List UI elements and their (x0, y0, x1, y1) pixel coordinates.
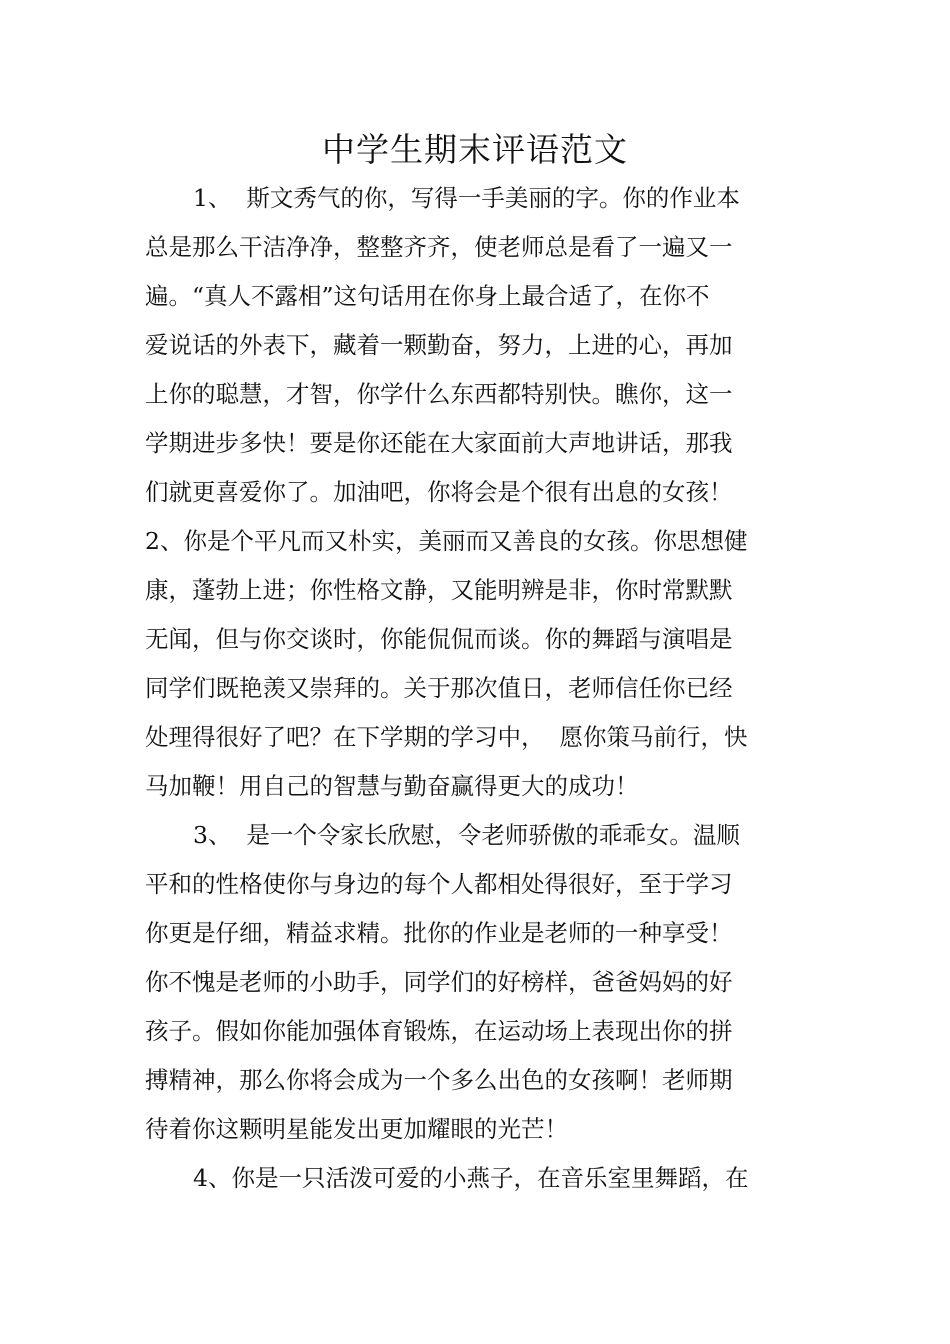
document-body (145, 174, 810, 1203)
text-line: 2、你是个平凡而又朴实，美丽而又善良的女孩。你思想健 (145, 527, 748, 555)
text-line: 待着你这颗明星能发出更加耀眼的光芒！ (145, 1115, 568, 1143)
text-line: 同学们既艳羡又崇拜的。关于那次值日，老师信任你已经 (145, 674, 733, 702)
text-line: 康，蓬勃上进；你性格文静，又能明辨是非，你时常默默 (145, 576, 733, 604)
document-title: 中学生期末评语范文 (322, 130, 628, 169)
text-line: 马加鞭！用自己的智慧与勤奋赢得更大的成功！ (145, 772, 639, 800)
text-line: 遍。“真人不露相”这句话用在你身上最合适了，在你不 (145, 282, 710, 310)
text-line: 你更是仔细，精益求精。批你的作业是老师的一种享受！ (145, 919, 733, 947)
text-line: 1、 斯文秀气的你，写得一手美丽的字。你的作业本 (193, 184, 740, 212)
text-line: 平和的性格使你与身边的每个人都相处得很好，至于学习 (145, 870, 733, 898)
text-line: 处理得很好了吧？在下学期的学习中， 愿你策马前行，快 (145, 723, 748, 751)
text-line: 4、你是一只活泼可爱的小燕子，在音乐室里舞蹈，在 (193, 1164, 749, 1192)
text-line: 无闻，但与你交谈时，你能侃侃而谈。你的舞蹈与演唱是 (145, 625, 733, 653)
text-line: 3、 是一个令家长欣慰，令老师骄傲的乖乖女。温顺 (193, 821, 740, 849)
text-line: 们就更喜爱你了。加油吧，你将会是个很有出息的女孩！ (145, 478, 733, 506)
text-line: 你不愧是老师的小助手，同学们的好榜样，爸爸妈妈的好 (145, 968, 733, 996)
text-line: 搏精神，那么你将会成为一个多么出色的女孩啊！老师期 (145, 1066, 733, 1094)
text-line: 总是那么干洁净净，整整齐齐，使老师总是看了一遍又一 (145, 233, 733, 261)
text-line: 爱说话的外表下，藏着一颗勤奋，努力，上进的心，再加 (145, 331, 733, 359)
text-line: 孩子。假如你能加强体育锻炼，在运动场上表现出你的拼 (145, 1017, 733, 1045)
text-line: 上你的聪慧，才智，你学什么东西都特别快。瞧你，这一 (145, 380, 733, 408)
text-line: 学期进步多快！要是你还能在大家面前大声地讲话，那我 (145, 429, 733, 457)
